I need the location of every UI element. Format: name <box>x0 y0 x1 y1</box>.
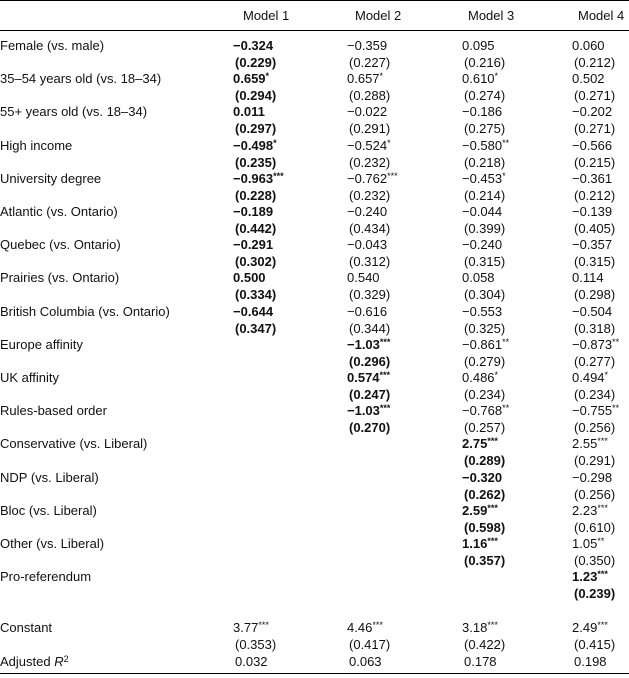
coefficient-model-3 <box>462 204 502 220</box>
standard-error-model-2: (0.417) <box>349 637 391 652</box>
coefficient-value: −0.504 <box>572 304 613 319</box>
coefficient-model-3 <box>462 71 498 87</box>
coefficient-value: 0.058 <box>462 270 495 285</box>
coefficient-model-4 <box>572 38 605 54</box>
row-label: Other (vs. Liberal) <box>0 536 105 551</box>
coefficient-value: 1.16 <box>462 536 488 551</box>
significance-stars: ** <box>502 403 510 413</box>
standard-error-model-4: (0.256) <box>574 420 616 435</box>
standard-error-model-3: (0.279) <box>464 354 506 369</box>
coefficient-model-1 <box>233 620 269 636</box>
coefficient-value: −0.861 <box>462 337 503 352</box>
coefficient-value: 0.659 <box>233 71 266 86</box>
standard-error-model-1: (0.334) <box>235 287 277 302</box>
coefficient-model-4 <box>572 470 612 486</box>
row-label: Pro-referendum <box>0 569 92 584</box>
coefficient-value: −0.324 <box>233 38 274 53</box>
standard-error-model-4: (0.234) <box>574 387 616 402</box>
coefficient-value: −0.755 <box>572 403 613 418</box>
coefficient-value: −0.044 <box>462 204 503 219</box>
standard-error-model-3: (0.598) <box>464 520 506 535</box>
constant-label: Constant <box>0 620 53 635</box>
row-label: Conservative (vs. Liberal) <box>0 436 148 451</box>
coefficient-value: 0.574 <box>347 370 380 385</box>
coefficient-value: −0.553 <box>462 304 503 319</box>
standard-error-model-2: (0.232) <box>349 155 391 170</box>
standard-error-model-2: (0.227) <box>349 55 391 70</box>
column-header-model-3: Model 3 <box>468 8 515 23</box>
significance-stars: ** <box>597 536 605 546</box>
coefficient-model-1 <box>233 304 273 320</box>
significance-stars: *** <box>597 569 608 579</box>
coefficient-value: −0.139 <box>572 204 613 219</box>
significance-stars: *** <box>379 370 391 380</box>
standard-error-model-1: (0.302) <box>235 254 277 269</box>
adjusted-r2-model-1: 0.032 <box>235 654 268 669</box>
coefficient-value: −0.240 <box>462 237 503 252</box>
standard-error-model-4: (0.277) <box>574 354 616 369</box>
coefficient-value: 0.486 <box>462 370 495 385</box>
standard-error-model-3: (0.357) <box>464 553 506 568</box>
coefficient-value: 2.75 <box>462 436 488 451</box>
significance-stars: ** <box>612 337 620 347</box>
row-label: Quebec (vs. Ontario) <box>0 237 121 252</box>
coefficient-model-4 <box>572 104 612 120</box>
standard-error-model-1: (0.347) <box>235 321 277 336</box>
standard-error-model-4: (0.291) <box>574 453 616 468</box>
adjusted-r2-model-4: 0.198 <box>574 654 607 669</box>
significance-stars: *** <box>258 620 269 630</box>
row-label: British Columbia (vs. Ontario) <box>0 304 170 319</box>
coefficient-value: −0.963 <box>233 171 274 186</box>
standard-error-model-4: (0.318) <box>574 321 616 336</box>
standard-error-model-1: (0.297) <box>235 121 277 136</box>
significance-stars: *** <box>372 620 383 630</box>
coefficient-model-1 <box>233 237 273 253</box>
coefficient-model-4 <box>572 620 608 636</box>
adjusted-r2-label <box>0 654 69 670</box>
coefficient-model-3 <box>462 536 498 552</box>
significance-stars: *** <box>487 436 498 446</box>
coefficient-value: 2.59 <box>462 503 488 518</box>
standard-error-model-4: (0.315) <box>574 254 616 269</box>
coefficient-model-4 <box>572 71 605 87</box>
standard-error-model-2: (0.434) <box>349 221 391 236</box>
coefficient-model-1 <box>233 138 277 154</box>
significance-stars: * <box>604 370 609 380</box>
standard-error-model-3: (0.289) <box>464 453 506 468</box>
coefficient-model-4 <box>572 270 604 286</box>
significance-stars: * <box>494 370 499 380</box>
column-header-model-4: Model 4 <box>578 8 625 23</box>
coefficient-value: −0.359 <box>347 38 388 53</box>
standard-error-model-4: (0.610) <box>574 520 616 535</box>
standard-error-model-2: (0.296) <box>349 354 391 369</box>
standard-error-model-1: (0.229) <box>235 55 277 70</box>
coefficient-value: −1.03 <box>347 337 380 352</box>
coefficient-value: −0.580 <box>462 138 503 153</box>
coefficient-value: −0.186 <box>462 104 503 119</box>
coefficient-model-4 <box>572 436 608 452</box>
coefficient-value: −0.043 <box>347 237 388 252</box>
coefficient-model-3 <box>462 104 502 120</box>
coefficient-value: 0.060 <box>572 38 605 53</box>
coefficient-model-4 <box>572 503 608 519</box>
standard-error-model-4: (0.350) <box>574 553 616 568</box>
adjusted-label-text: Adjusted <box>0 654 55 669</box>
coefficient-value: −0.357 <box>572 237 613 252</box>
coefficient-model-1 <box>233 71 269 87</box>
standard-error-model-4: (0.212) <box>574 55 616 70</box>
coefficient-model-4 <box>572 536 604 552</box>
coefficient-model-3 <box>462 503 498 519</box>
top-rule <box>0 0 629 1</box>
significance-stars: *** <box>379 337 391 347</box>
adjusted-r2-model-2: 0.063 <box>349 654 382 669</box>
coefficient-value: 2.55 <box>572 436 598 451</box>
significance-stars: *** <box>273 171 284 181</box>
standard-error-model-2: (0.329) <box>349 287 391 302</box>
significance-stars: * <box>387 138 391 148</box>
coefficient-model-1 <box>233 104 265 120</box>
standard-error-model-1: (0.353) <box>235 637 277 652</box>
row-label: Rules-based order <box>0 403 107 418</box>
coefficient-value: −0.453 <box>462 171 503 186</box>
row-label: Europe affinity <box>0 337 83 352</box>
coefficient-value: 3.18 <box>462 620 488 635</box>
coefficient-value: −0.644 <box>233 304 274 319</box>
bottom-rule <box>0 673 629 674</box>
coefficient-value: 0.494 <box>572 370 605 385</box>
coefficient-model-2 <box>347 337 390 353</box>
coefficient-value: −0.873 <box>572 337 613 352</box>
coefficient-model-3 <box>462 370 498 386</box>
coefficient-value: 1.23 <box>572 569 598 584</box>
coefficient-model-2 <box>347 370 390 386</box>
coefficient-value: 0.657 <box>347 71 380 86</box>
coefficient-value: −0.291 <box>233 237 274 252</box>
coefficient-value: 0.011 <box>233 104 265 119</box>
coefficient-model-2 <box>347 270 380 286</box>
coefficient-value: −0.240 <box>347 204 388 219</box>
significance-stars: * <box>379 71 384 81</box>
coefficient-model-3 <box>462 138 509 154</box>
standard-error-model-3: (0.315) <box>464 254 506 269</box>
standard-error-model-3: (0.274) <box>464 88 506 103</box>
standard-error-model-4: (0.271) <box>574 88 616 103</box>
coefficient-model-3 <box>462 237 502 253</box>
standard-error-model-2: (0.288) <box>349 88 391 103</box>
significance-stars: ** <box>502 138 510 148</box>
adjusted-r2-model-3: 0.178 <box>464 654 497 669</box>
coefficient-value: −0.320 <box>462 470 503 485</box>
significance-stars: * <box>273 138 277 148</box>
standard-error-model-4: (0.298) <box>574 287 616 302</box>
standard-error-model-2: (0.312) <box>349 254 391 269</box>
coefficient-value: −0.202 <box>572 104 613 119</box>
standard-error-model-4: (0.405) <box>574 221 616 236</box>
standard-error-model-2: (0.291) <box>349 121 391 136</box>
coefficient-model-3 <box>462 337 509 353</box>
coefficient-model-2 <box>347 138 391 154</box>
row-label: 55+ years old (vs. 18–34) <box>0 104 148 119</box>
coefficient-model-3 <box>462 620 498 636</box>
significance-stars: *** <box>387 171 398 181</box>
coefficient-value: −0.762 <box>347 171 388 186</box>
significance-stars: *** <box>597 620 608 630</box>
standard-error-model-3: (0.325) <box>464 321 506 336</box>
significance-stars: * <box>494 71 499 81</box>
standard-error-model-4: (0.215) <box>574 155 616 170</box>
coefficient-model-3 <box>462 38 495 54</box>
coefficient-value: 4.46 <box>347 620 373 635</box>
column-header-model-1: Model 1 <box>243 8 290 23</box>
standard-error-model-2: (0.270) <box>349 420 391 435</box>
coefficient-value: 0.502 <box>572 71 605 86</box>
coefficient-model-2 <box>347 304 387 320</box>
row-label: Bloc (vs. Liberal) <box>0 503 97 518</box>
coefficient-model-4 <box>572 237 612 253</box>
standard-error-model-3: (0.218) <box>464 155 506 170</box>
coefficient-value: 2.49 <box>572 620 598 635</box>
coefficient-value: 0.500 <box>233 270 266 285</box>
significance-stars: * <box>502 171 506 181</box>
coefficient-model-2 <box>347 403 390 419</box>
coefficient-model-4 <box>572 171 612 187</box>
r-symbol: R <box>54 654 64 669</box>
coefficient-value: 0.540 <box>347 270 380 285</box>
column-header-model-2: Model 2 <box>355 8 402 23</box>
coefficient-value: −0.566 <box>572 138 613 153</box>
coefficient-value: −0.022 <box>347 104 388 119</box>
standard-error-model-3: (0.214) <box>464 188 506 203</box>
coefficient-value: −0.616 <box>347 304 388 319</box>
significance-stars: ** <box>612 403 620 413</box>
significance-stars: *** <box>597 436 608 446</box>
standard-error-model-3: (0.262) <box>464 487 506 502</box>
significance-stars: *** <box>487 536 498 546</box>
coefficient-value: −1.03 <box>347 403 380 418</box>
coefficient-value: 0.095 <box>462 38 495 53</box>
row-label: High income <box>0 138 73 153</box>
coefficient-model-3 <box>462 403 509 419</box>
coefficient-value: −0.189 <box>233 204 274 219</box>
coefficient-model-4 <box>572 569 608 585</box>
coefficient-model-2 <box>347 171 398 187</box>
coefficient-model-2 <box>347 237 387 253</box>
coefficient-model-3 <box>462 171 506 187</box>
standard-error-model-3: (0.399) <box>464 221 506 236</box>
standard-error-model-4: (0.212) <box>574 188 616 203</box>
coefficient-model-4 <box>572 337 619 353</box>
coefficient-model-3 <box>462 304 502 320</box>
standard-error-model-1: (0.442) <box>235 221 277 236</box>
standard-error-model-3: (0.422) <box>464 637 506 652</box>
significance-stars: * <box>265 71 270 81</box>
row-label: NDP (vs. Liberal) <box>0 470 99 485</box>
header-rule <box>0 30 629 31</box>
standard-error-model-4: (0.239) <box>574 586 616 601</box>
standard-error-model-2: (0.344) <box>349 321 391 336</box>
standard-error-model-3: (0.304) <box>464 287 506 302</box>
significance-stars: ** <box>502 337 510 347</box>
significance-stars: *** <box>487 620 498 630</box>
coefficient-model-1 <box>233 270 266 286</box>
coefficient-model-3 <box>462 436 498 452</box>
coefficient-model-4 <box>572 204 612 220</box>
standard-error-model-1: (0.294) <box>235 88 277 103</box>
standard-error-model-4: (0.256) <box>574 487 616 502</box>
coefficient-model-1 <box>233 38 273 54</box>
r-squared-exponent: 2 <box>63 654 69 664</box>
coefficient-value: −0.298 <box>572 470 613 485</box>
coefficient-model-2 <box>347 38 387 54</box>
coefficient-value: 2.23 <box>572 503 598 518</box>
coefficient-model-2 <box>347 104 387 120</box>
coefficient-value: 0.610 <box>462 71 495 86</box>
significance-stars: *** <box>597 503 608 513</box>
coefficient-model-3 <box>462 470 502 486</box>
standard-error-model-4: (0.271) <box>574 121 616 136</box>
coefficient-value: 3.77 <box>233 620 259 635</box>
standard-error-model-4: (0.415) <box>574 637 616 652</box>
standard-error-model-1: (0.228) <box>235 188 277 203</box>
coefficient-value: −0.361 <box>572 171 613 186</box>
row-label: UK affinity <box>0 370 60 385</box>
standard-error-model-3: (0.257) <box>464 420 506 435</box>
coefficient-model-4 <box>572 304 612 320</box>
row-label: Female (vs. male) <box>0 38 105 53</box>
coefficient-value: 0.114 <box>572 270 604 285</box>
coefficient-model-4 <box>572 403 619 419</box>
standard-error-model-2: (0.232) <box>349 188 391 203</box>
coefficient-model-3 <box>462 270 495 286</box>
coefficient-model-4 <box>572 370 608 386</box>
coefficient-model-4 <box>572 138 612 154</box>
coefficient-model-2 <box>347 204 387 220</box>
row-label: University degree <box>0 171 102 186</box>
coefficient-value: 1.05 <box>572 536 598 551</box>
standard-error-model-1: (0.235) <box>235 155 277 170</box>
standard-error-model-3: (0.275) <box>464 121 506 136</box>
coefficient-model-1 <box>233 171 284 187</box>
coefficient-model-2 <box>347 71 383 87</box>
significance-stars: *** <box>379 403 391 413</box>
coefficient-value: −0.498 <box>233 138 274 153</box>
significance-stars: *** <box>487 503 498 513</box>
coefficient-value: −0.768 <box>462 403 503 418</box>
row-label: Atlantic (vs. Ontario) <box>0 204 118 219</box>
standard-error-model-3: (0.234) <box>464 387 506 402</box>
row-label: Prairies (vs. Ontario) <box>0 270 120 285</box>
standard-error-model-2: (0.247) <box>349 387 391 402</box>
coefficient-model-2 <box>347 620 383 636</box>
row-label: 35–54 years old (vs. 18–34) <box>0 71 162 86</box>
standard-error-model-3: (0.216) <box>464 55 506 70</box>
coefficient-model-1 <box>233 204 273 220</box>
coefficient-value: −0.524 <box>347 138 388 153</box>
